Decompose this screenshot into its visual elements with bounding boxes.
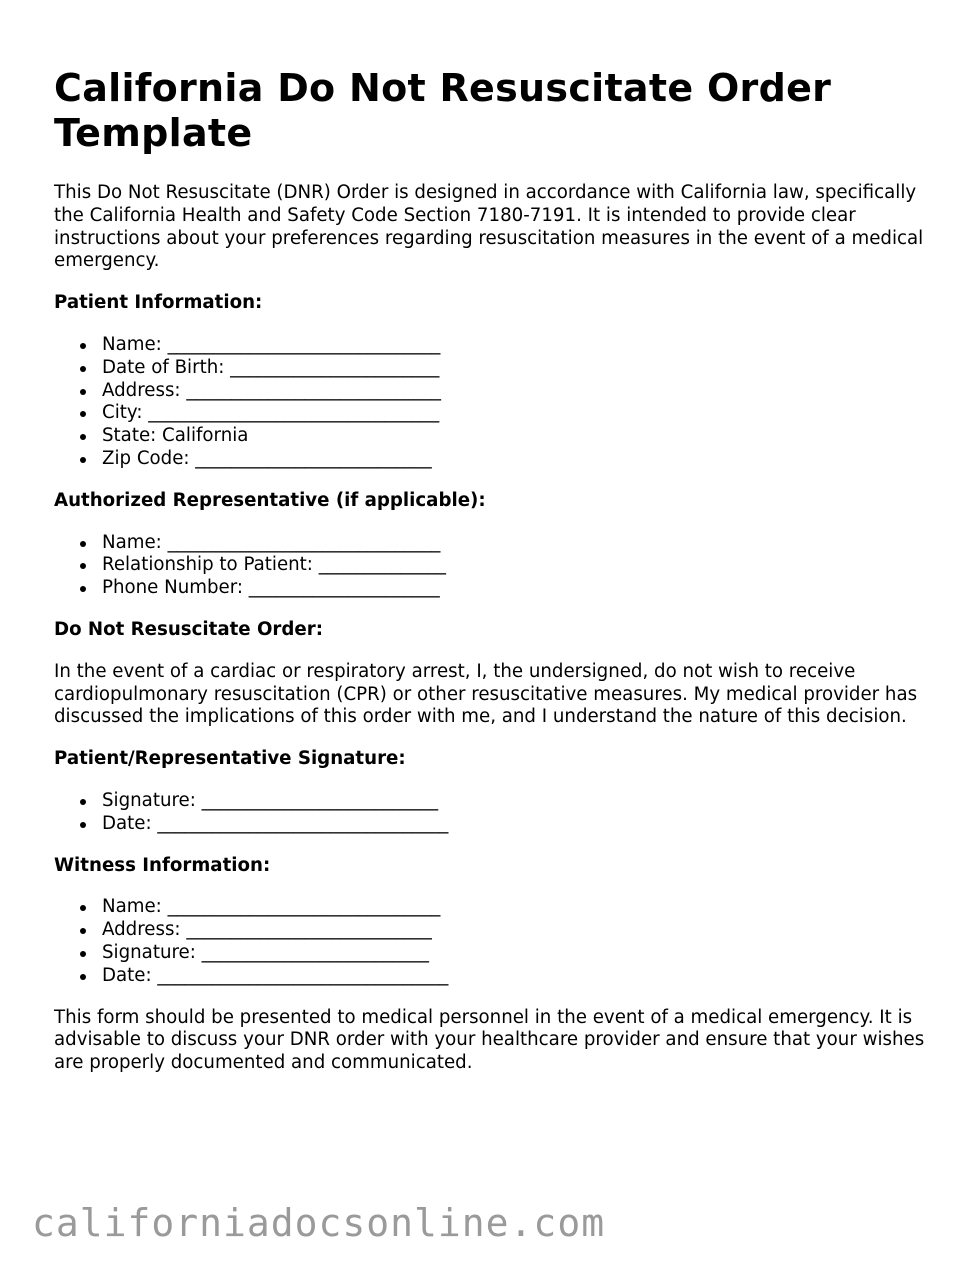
patient-dob-field: Date of Birth: _______________________ <box>102 357 934 380</box>
representative-relationship-field: Relationship to Patient: ______________ <box>102 554 934 577</box>
dnr-order-text: In the event of a cardiac or respiratory arrest, I, the undersigned, do not wish to receive cardiopulmonary resuscitation (CPR) or other resuscitative measures. My medical provider has discussed the implications of this order with me, and I understand the nature of this decision. <box>54 660 918 728</box>
witness-list <box>54 896 934 987</box>
signature-date-field: Date: ________________________________ <box>102 813 934 836</box>
representative-list <box>54 532 934 600</box>
signature-field: Signature: __________________________ <box>102 790 934 813</box>
signature-heading: Patient/Representative Signature: <box>54 748 406 770</box>
patient-info-list <box>54 334 934 471</box>
patient-name-field: Name: ______________________________ <box>102 334 934 357</box>
document-page <box>54 66 934 1075</box>
patient-zip-field: Zip Code: __________________________ <box>102 448 934 471</box>
representative-phone-field: Phone Number: _____________________ <box>102 577 934 600</box>
witness-address-field: Address: ___________________________ <box>102 919 934 942</box>
witness-heading: Witness Information: <box>54 854 271 876</box>
representative-name-field: Name: ______________________________ <box>102 532 934 555</box>
patient-address-field: Address: ____________________________ <box>102 380 934 403</box>
closing-paragraph: This form should be presented to medical personnel in the event of a medical emergency. It is advisable to discuss your DNR order with your healthcare provider and ensure that your wishes are properly documented and communicated. <box>54 1006 925 1074</box>
patient-city-field: City: ________________________________ <box>102 402 934 425</box>
witness-signature-field: Signature: _________________________ <box>102 942 934 965</box>
patient-state-field: State: California <box>102 425 934 448</box>
dnr-order-heading: Do Not Resuscitate Order: <box>54 618 323 640</box>
witness-name-field: Name: ______________________________ <box>102 896 934 919</box>
representative-heading: Authorized Representative (if applicable): <box>54 489 486 511</box>
signature-list <box>54 790 934 836</box>
site-watermark: californiadocsonline.com <box>32 1201 606 1245</box>
intro-paragraph: This Do Not Resuscitate (DNR) Order is designed in accordance with California law, specifically the California Health and Safety Code Section 7180-7191. It is intended to provide clear instructions about your preferences regarding resuscitation measures in the event of a medical emergency. <box>54 182 924 272</box>
patient-info-heading: Patient Information: <box>54 292 263 314</box>
document-title: California Do Not Resuscitate Order Template <box>54 66 832 155</box>
witness-date-field: Date: ________________________________ <box>102 965 934 988</box>
